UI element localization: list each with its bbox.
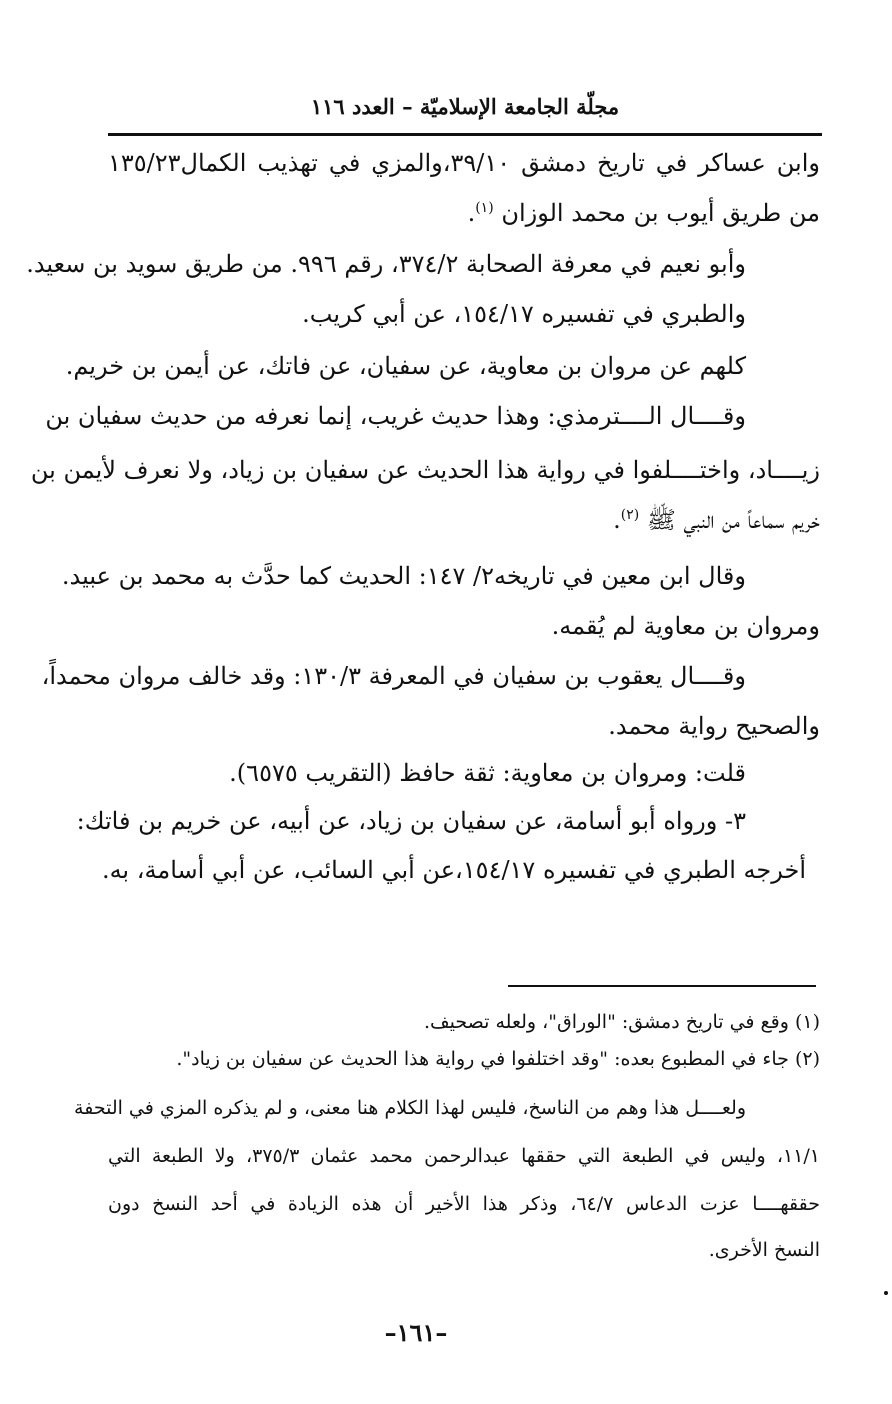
page-number: –١٦١– (384, 1318, 448, 1347)
body-line-11: وقــــال يعقوب بن سفيان في المعرفة ١٣٠/٣: وقد خالف مروان محمداً، (41, 662, 746, 690)
margin-dot (884, 1291, 888, 1295)
body-line-1: وابن عساكر في تاريخ دمشق ٣٩/١٠،والمزي في تهذيب الكمال١٣٥/٢٣ (108, 149, 820, 177)
body-line-6: وقــــال الــــترمذي: وهذا حديث غريب، إنما نعرفه من حديث سفيان بن (45, 402, 746, 430)
footnote-ref-2: (٢) (620, 507, 640, 523)
body-line-15: أخرجه الطبري في تفسيره ١٥٤/١٧،عن أبي السائب، عن أبي أسامة، به. (101, 856, 806, 884)
body-line-10: ومروان بن معاوية لم يُقمه. (551, 612, 820, 640)
body-line-5: كلهم عن مروان بن معاوية، عن سفيان، عن فاتك، عن أيمن بن خريم. (65, 352, 746, 380)
footnote-2-line-4: حققهــــا عزت الدعاس ٦٤/٧، وذكر هذا الأخير أن هذه الزيادة في أحد النسخ دون (108, 1193, 820, 1215)
body-line-13: قلت: ومروان بن معاوية: ثقة حافظ (التقريب ٦٥٧٥). (229, 759, 746, 787)
body-line-2: من طريق أيوب بن محمد الوزان $^{(١)}$. (467, 199, 820, 227)
footnote-2-line-3: ١١/١، وليس في الطبعة التي حققها عبدالرحمن محمد عثمان ٣٧٥/٣، ولا الطبعة التي (108, 1145, 820, 1167)
journal-header: مجلّة الجامعة الإسلاميّة – العدد ١١٦ (310, 94, 620, 119)
footnote-2-line-2: ولعــــل هذا وهم من الناسخ، فليس لهذا الكلام هنا معنى، و لم يذكره المزي في التحفة (74, 1097, 746, 1119)
body-line-8: خريم سماعاً من النبي ﷺ $^{(٢)}$. (613, 506, 820, 534)
footnote-divider (508, 985, 816, 987)
footnote-ref-1: (١) (475, 200, 494, 216)
footnote-2-line-5: النسخ الأخرى. (708, 1239, 820, 1261)
body-line-8-text: خريم سماعاً من النبي ﷺ (646, 506, 820, 534)
body-line-3: وأبو نعيم في معرفة الصحابة ٣٧٤/٢، رقم ٩٩٦. من طريق سويد بن سعيد. (26, 250, 746, 278)
body-line-4: والطبري في تفسيره ١٥٤/١٧، عن أبي كريب. (302, 300, 746, 328)
body-line-7: زيــــاد، واختــــلفوا في رواية هذا الحديث عن سفيان بن زياد، ولا نعرف لأيمن بن (30, 456, 820, 484)
body-line-9: وقال ابن معين في تاريخه٢/ ١٤٧: الحديث كما حدَّث به محمد بن عبيد. (61, 562, 746, 590)
header-divider (108, 133, 822, 136)
body-line-14: ٣- ورواه أبو أسامة، عن سفيان بن زياد، عن أبيه، عن خريم بن فاتك: (76, 807, 746, 835)
footnote-1: (١) وقع في تاريخ دمشق: "الوراق"، ولعله تصحيف. (423, 1011, 820, 1033)
body-line-12: والصحيح رواية محمد. (608, 712, 820, 740)
body-line-2-text: من طريق أيوب بن محمد الوزان (501, 199, 820, 227)
footnote-2: (٢) جاء في المطبوع بعده: "وقد اختلفوا في رواية هذا الحديث عن سفيان بن زياد". (176, 1048, 820, 1070)
